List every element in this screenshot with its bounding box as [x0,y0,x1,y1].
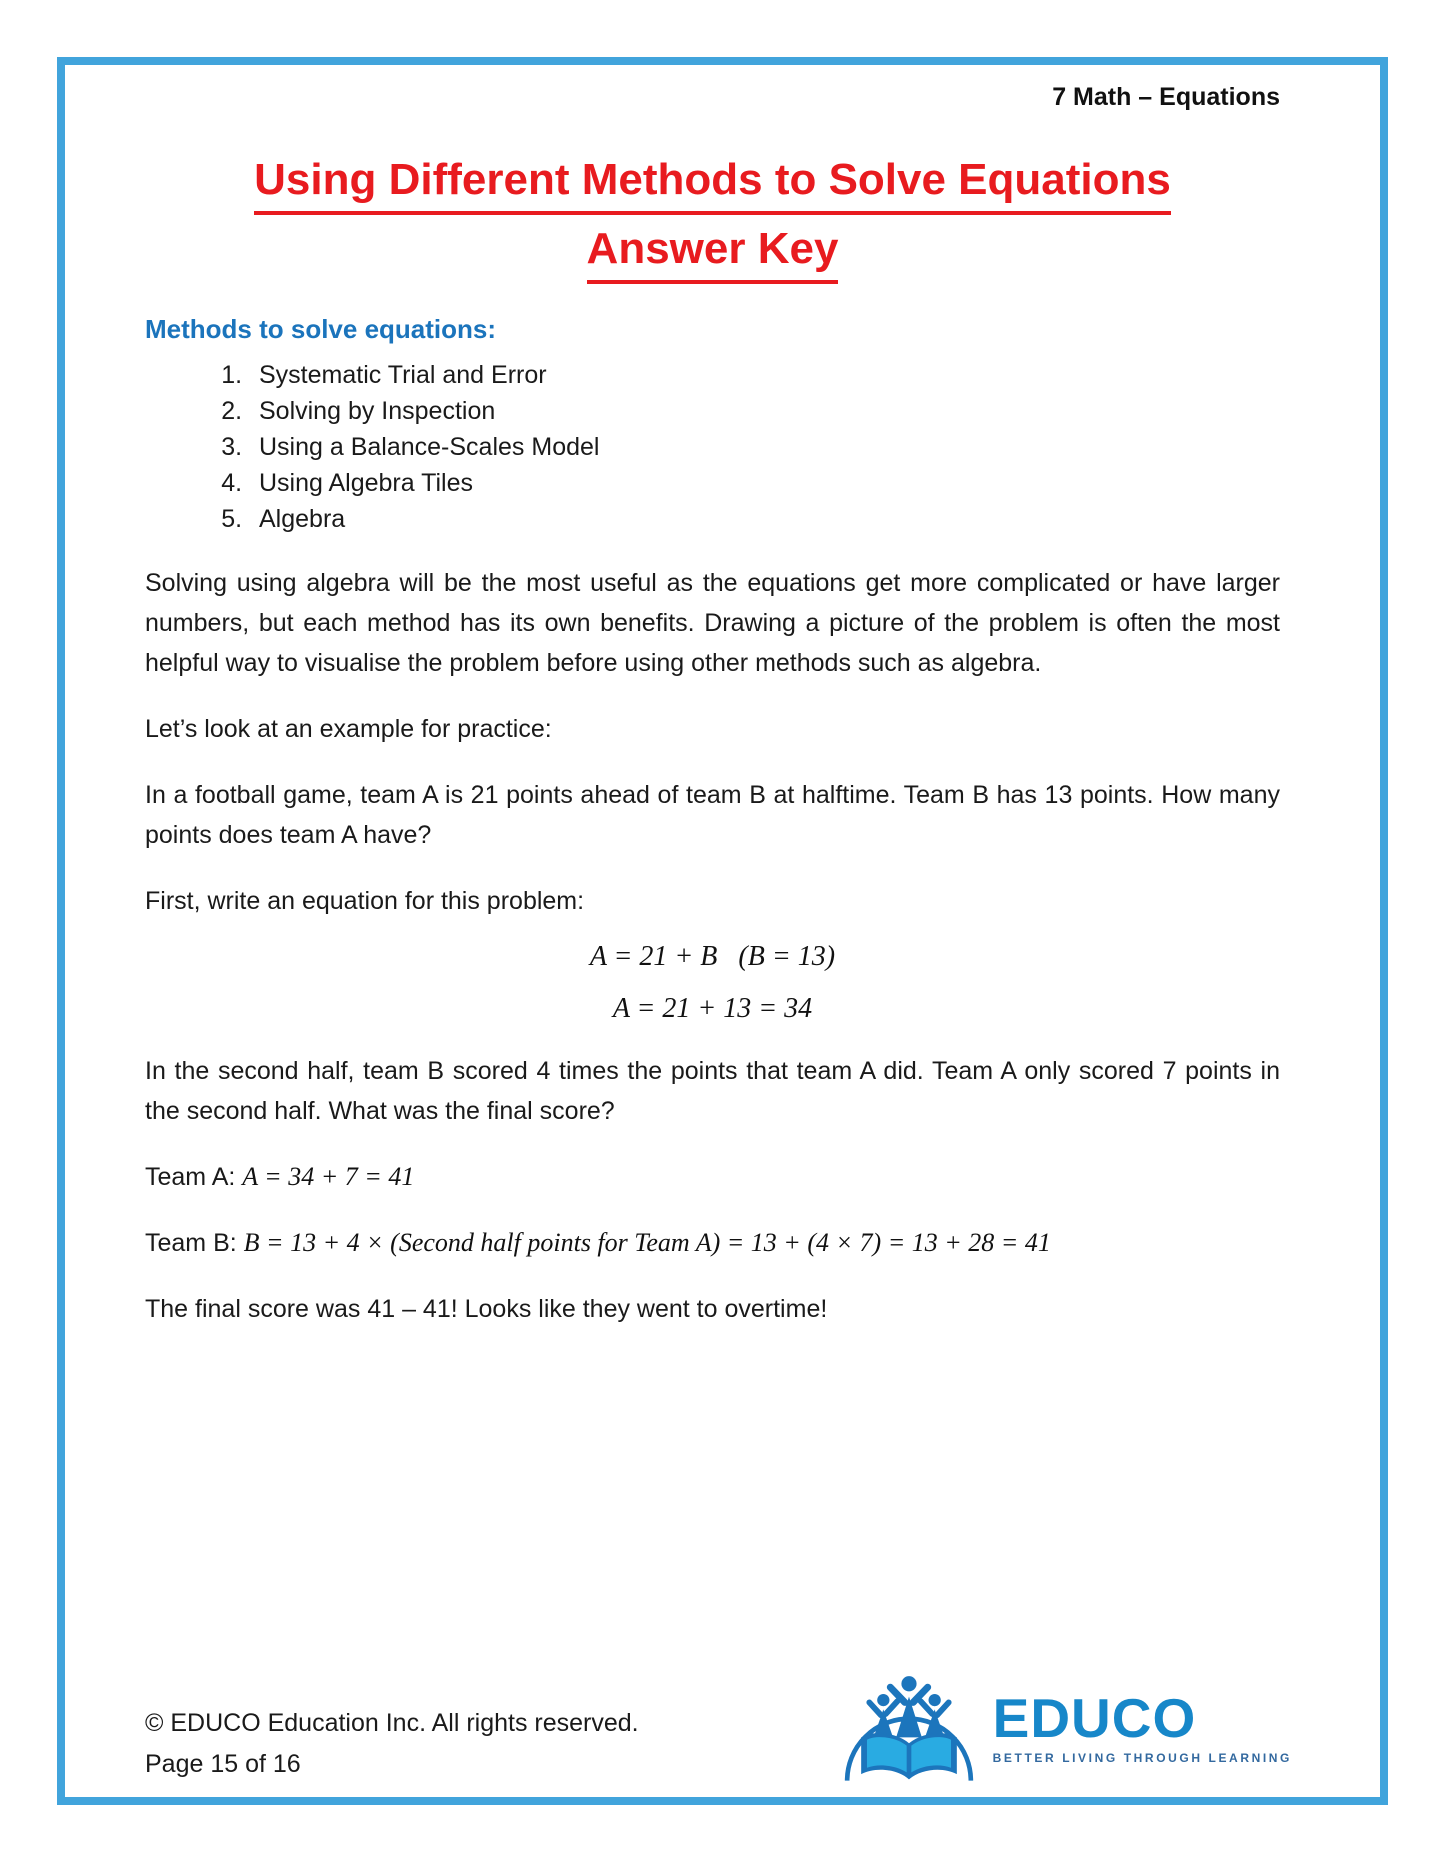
page-content [65,65,1380,1329]
title-line-2 [145,221,1280,284]
title-line-1 [145,152,1280,215]
method-item-4: 4. Using Algebra Tiles [249,465,1280,501]
course-header: 7 Math – Equations [1052,83,1280,111]
example-intro-line: Let’s look at an example for practice: [145,715,552,743]
team-b-label: Team B: [145,1229,244,1257]
educo-logo [839,1672,1292,1785]
title-line-2-text: Answer Key [587,221,839,284]
team-b-equation-pre: B = 13 + 4 × ( [243,1228,399,1257]
logo-wordmark: EDUCO [992,1687,1197,1750]
method-item-5: 5. Algebra [249,501,1280,537]
method-item-2: 2. Solving by Inspection [249,393,1280,429]
people-over-open-book-icon [839,1672,979,1783]
document-title [145,152,1280,284]
method-item-3: 3. Using a Balance-Scales Model [249,429,1280,465]
page-number: Page 15 of 16 [145,1750,301,1778]
team-a-answer-line [145,1157,1280,1197]
equation-intro-line: First, write an equation for this problem: [145,887,585,915]
methods-heading: Methods to solve equations: [145,314,497,344]
title-line-1-text: Using Different Methods to Solve Equations [254,152,1171,215]
equation-line-2: A = 21 + 13 = 34 [612,993,813,1024]
methods-list [145,357,1280,537]
page-footer [145,1672,1292,1785]
method-item-1: 1. Systematic Trial and Error [249,357,1280,393]
intro-paragraph: Solving using algebra will be the most useful as the equations get more complicated or have larger numbers, but each method has its own benefits. Drawing a picture of the problem is often the most helpful way to visualise the problem before using other methods such as algebra. [145,569,1280,677]
page-border-frame [57,57,1388,1805]
logo-text-block [992,1687,1292,1765]
team-b-equation-phrase: Second half points for Team A [398,1228,712,1257]
team-b-equation-post: ) = 13 + (4 × 7) = 13 + 28 = 41 [711,1228,1051,1257]
team-a-label: Team A: [145,1163,243,1191]
team-b-answer-line [145,1223,1280,1263]
copyright-line: © EDUCO Education Inc. All rights reserved. [145,1709,639,1737]
final-score-line: The final score was 41 – 41! Looks like they went to overtime! [145,1295,828,1323]
team-a-equation: A = 34 + 7 = 41 [242,1162,415,1191]
second-half-paragraph: In the second half, team B scored 4 times the points that team A did. Team A only scored 7 points in the second half. What was the final score? [145,1057,1280,1125]
equation-line-1: A = 21 + B (B = 13) [589,941,836,972]
problem-paragraph: In a football game, team A is 21 points ahead of team B at halftime. Team B has 13 points. How many points does team A have? [145,781,1280,849]
logo-tagline: BETTER LIVING THROUGH LEARNING [992,1750,1292,1765]
footer-text-block [145,1703,639,1785]
